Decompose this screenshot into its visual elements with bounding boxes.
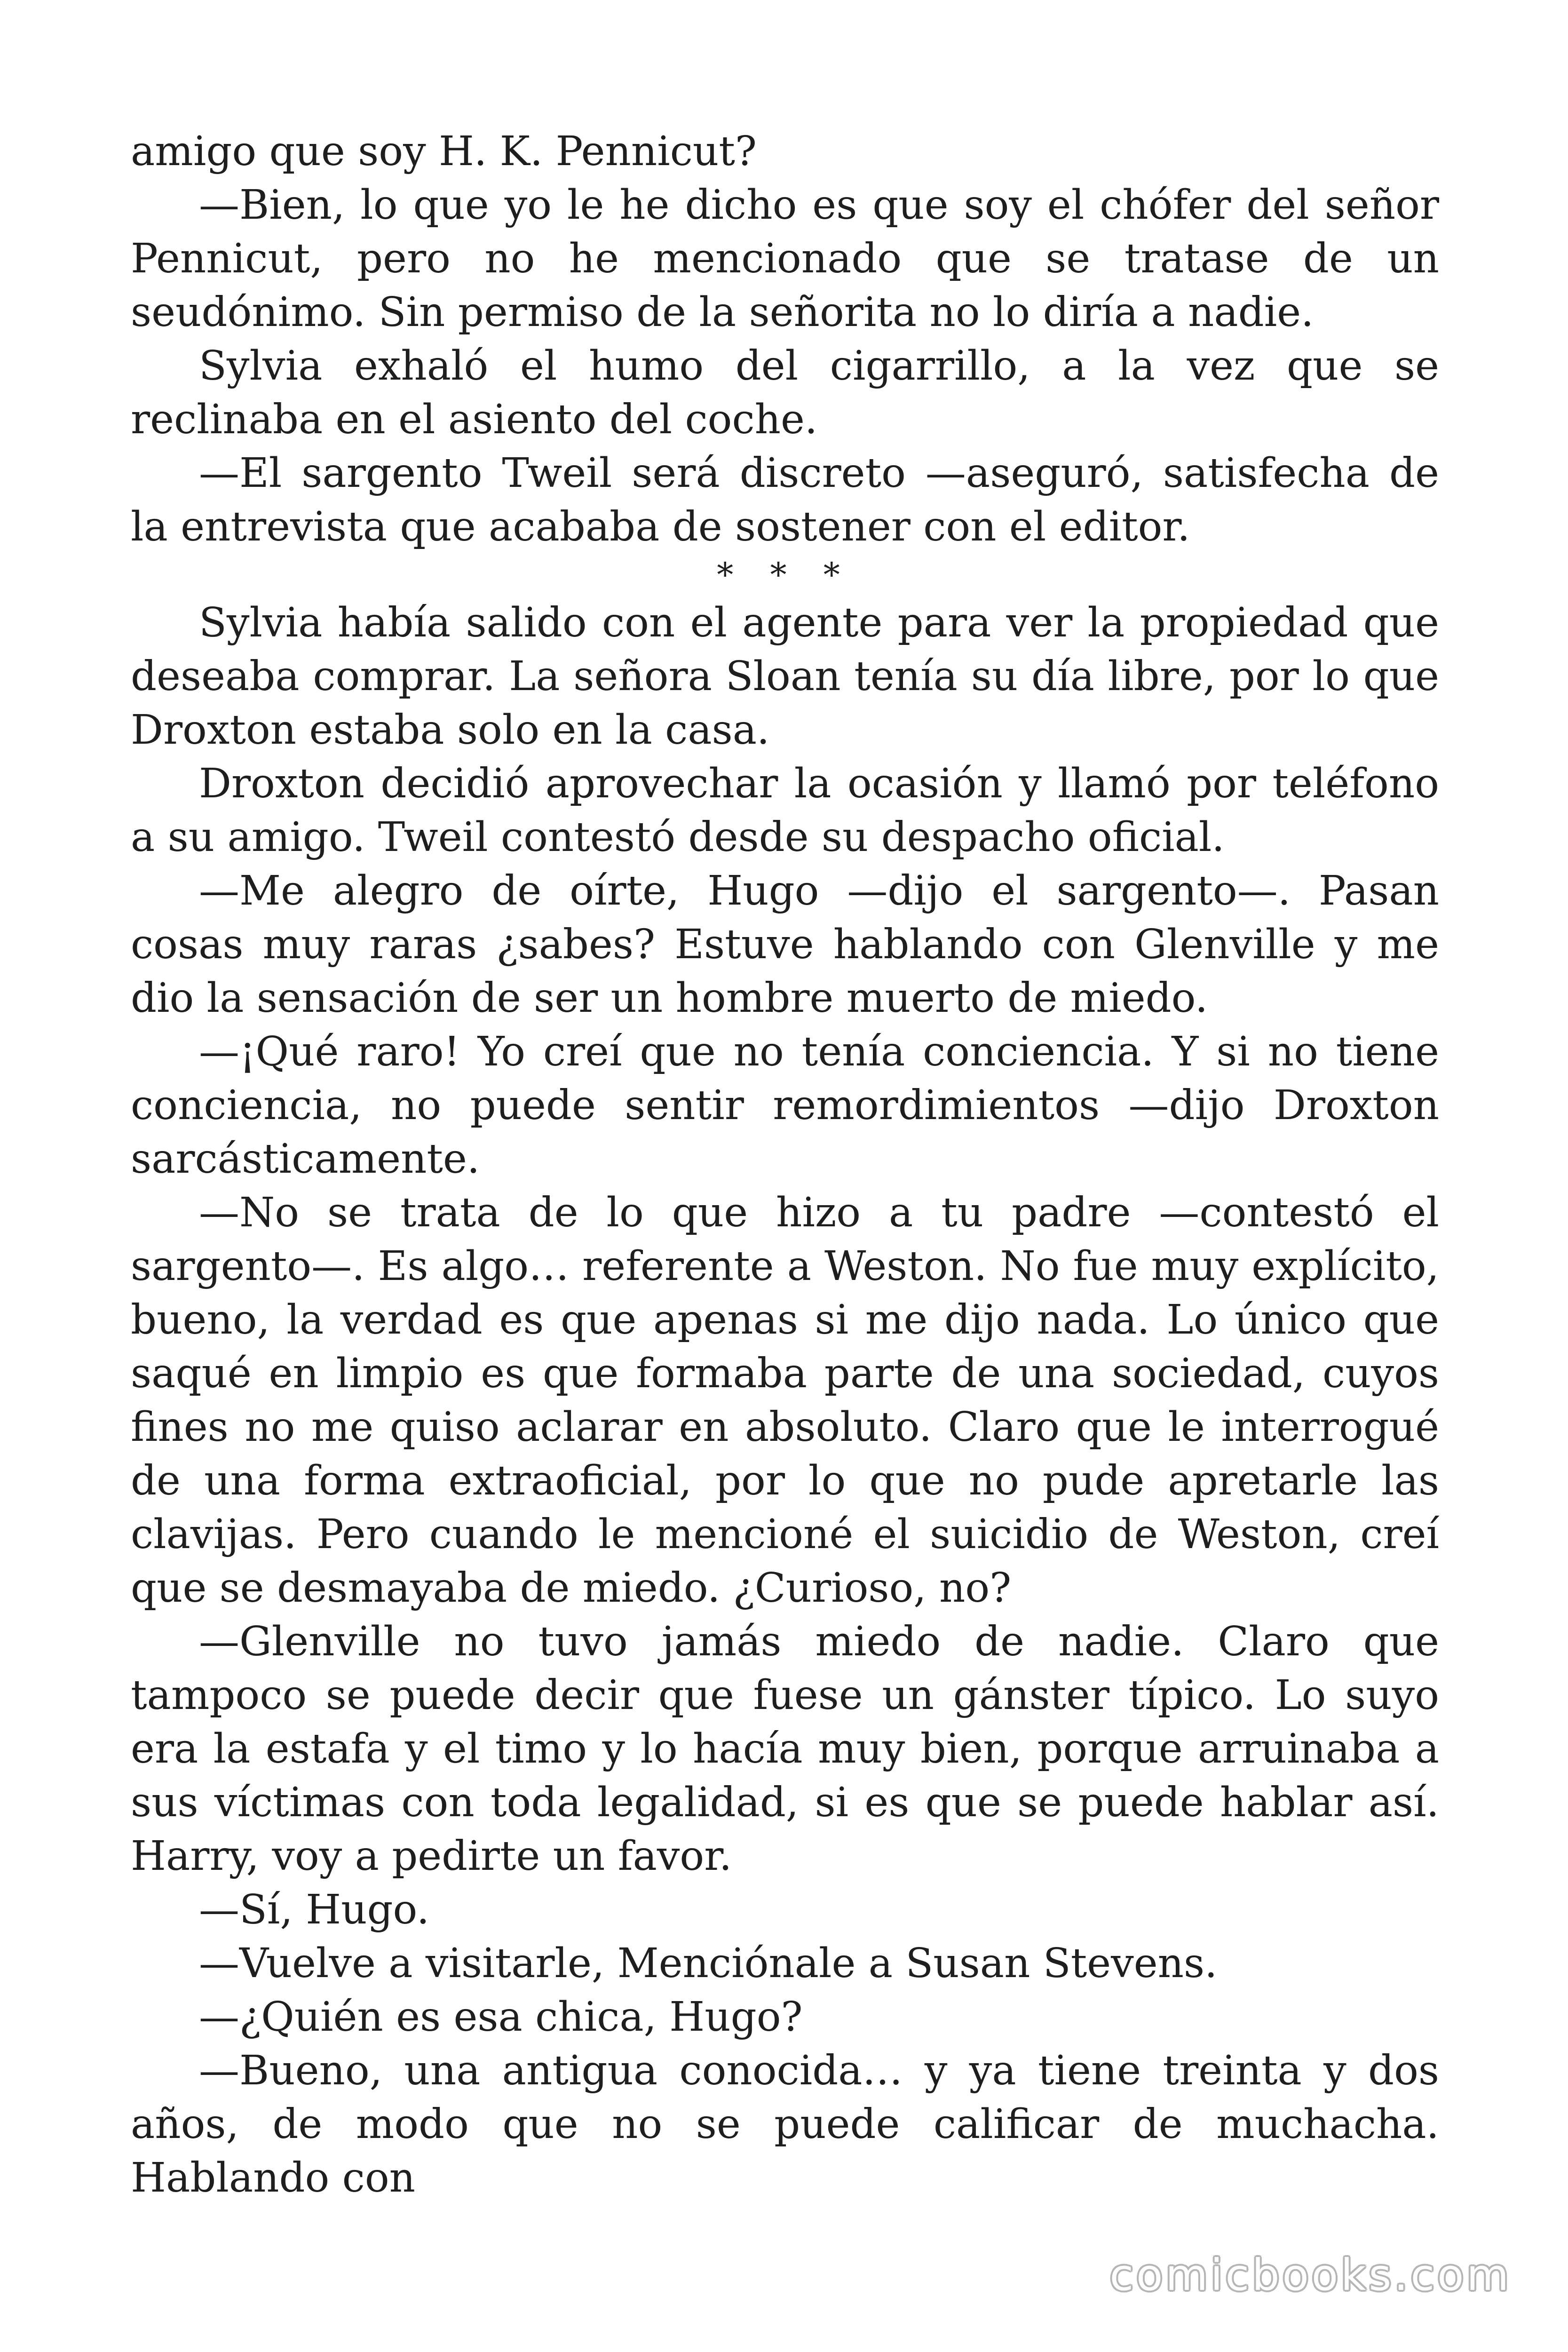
paragraph: —Bueno, una antigua conocida… y ya tiene treinta y dos años, de modo que no se puede calificar de muchacha. Hablando con — [131, 2047, 1439, 2201]
paragraph: —Sí, Hugo. — [199, 1886, 430, 1933]
paragraph: —Vuelve a visitarle, Menciónale a Susan Stevens. — [199, 1940, 1218, 1987]
paragraph: —No se trata de lo que hizo a tu padre —contestó el sargento—. Es algo… referente a Weston. No fue muy explícito, bueno, la verdad es que apenas si me dijo nada. Lo único que saqué en limpio es que formaba parte de una sociedad, cuyos fines no me quiso aclarar en absoluto. Claro que le interrogué de una forma extraoficial, por lo que no pude apretarle las clavijas. Pero cuando le mencioné el suicidio de Weston, creí que se desmayaba de miedo. ¿Curioso, no? — [131, 1189, 1439, 1612]
paragraph: Sylvia había salido con el agente para ver la propiedad que deseaba comprar. La señora Sloan tenía su día libre, por lo que Droxton estaba solo en la casa. — [131, 599, 1439, 754]
body-text — [131, 125, 1439, 2205]
paragraph: amigo que soy H. K. Pennicut? — [131, 128, 757, 175]
paragraph: Sylvia exhaló el humo del cigarrillo, a la vez que se reclinaba en el asiento del coche. — [131, 342, 1439, 443]
paragraph: —¿Quién es esa chica, Hugo? — [199, 1994, 803, 2041]
paragraph: —Glenville no tuvo jamás miedo de nadie. Claro que tampoco se puede decir que fuese un gánster típico. Lo suyo era la estafa y el timo y lo hacía muy bien, porque arruinaba a sus víctimas con toda legalidad, si es que se puede hablar así. Harry, voy a pedirte un favor. — [131, 1618, 1439, 1880]
paragraph: Droxton decidió aprovechar la ocasión y llamó por teléfono a su amigo. Tweil contestó desde su despacho oficial. — [131, 760, 1439, 861]
watermark: comicbooks.com — [1109, 2250, 1512, 2300]
paragraph: —El sargento Tweil será discreto —aseguró, satisfecha de la entrevista que acababa de sostener con el editor. — [131, 450, 1439, 550]
paragraph: —¡Qué raro! Yo creí que no tenía conciencia. Y si no tiene conciencia, no puede sentir remordimientos —dijo Droxton sarcásticamente. — [131, 1028, 1439, 1183]
scene-break: * * * — [717, 556, 853, 594]
paragraph: —Me alegro de oírte, Hugo —dijo el sargento—. Pasan cosas muy raras ¿sabes? Estuve hablando con Glenville y me dio la sensación de ser un hombre muerto de miedo. — [131, 867, 1439, 1022]
paragraph: —Bien, lo que yo le he dicho es que soy el chófer del señor Pennicut, pero no he mencionado que se tratase de un seudónimo. Sin permiso de la señorita no lo diría a nadie. — [131, 182, 1439, 336]
